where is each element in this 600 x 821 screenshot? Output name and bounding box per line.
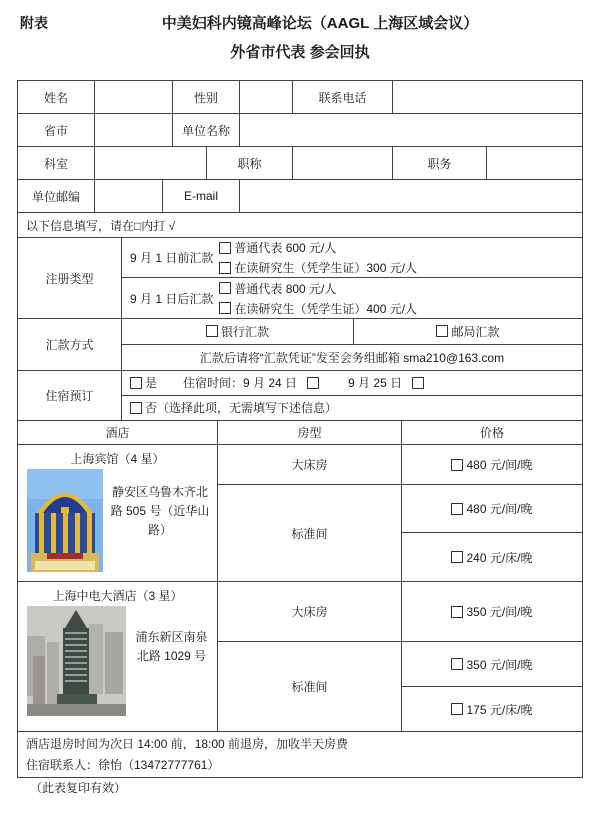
hotel1-price3-checkbox[interactable]	[451, 551, 463, 563]
email-input-cell[interactable]	[240, 180, 582, 212]
hotel2-price3-cell	[402, 687, 582, 731]
lodging-yes-subrow	[122, 371, 582, 396]
early-student-checkbox[interactable]	[219, 262, 231, 274]
hotel2-row	[18, 582, 582, 732]
late-regular-checkbox[interactable]	[219, 282, 231, 294]
hotel-header-row	[18, 421, 582, 445]
hotel2-price1-label: 350 元/间/晚	[466, 605, 533, 619]
post-transfer-label: 邮局汇款	[451, 324, 500, 339]
dept-input-cell[interactable]	[95, 147, 207, 179]
page-subtitle: 外省市代表 参会回执	[230, 44, 370, 61]
early-prefix: 9 月 1 日前汇款	[130, 251, 214, 265]
lodging-yes-checkbox[interactable]	[130, 377, 142, 389]
duty-label: 职务	[393, 147, 487, 179]
email-label: E-mail	[163, 180, 240, 212]
price-col-header: 价格	[479, 426, 504, 440]
org-label: 单位名称	[173, 114, 240, 146]
hotel2-address: 浦东新区南泉北路 1029 号	[135, 630, 208, 663]
row-name	[18, 81, 582, 114]
row-lodging	[18, 371, 582, 421]
hotel2-price2-label: 350 元/间/晚	[466, 657, 533, 672]
late-payment-subrow	[122, 278, 582, 318]
row-payment-method	[18, 319, 582, 371]
gender-label: 性别	[173, 81, 240, 113]
appendix-tag: 附表	[20, 15, 48, 31]
hotel2-room2-label: 标准间	[218, 642, 402, 731]
lodging-time-text: 住宿时间：9 月 24 日	[183, 376, 298, 391]
lodging-no-subrow	[122, 396, 582, 420]
registration-label: 注册类型	[18, 238, 122, 318]
title-input-cell[interactable]	[293, 147, 393, 179]
bank-transfer-label: 银行汇款	[220, 324, 269, 339]
phone-label: 联系电话	[293, 81, 393, 113]
row-registration-type	[18, 238, 582, 319]
room-col-header: 房型	[218, 421, 402, 444]
hotel2-price2-cell	[402, 642, 582, 687]
hotel1-price1-checkbox[interactable]	[451, 459, 463, 471]
hotel1-price2-cell	[402, 485, 582, 533]
hotel1-kingbed-subrow	[218, 445, 582, 485]
page-title: 中美妇科内镜高峰论坛（AAGL 上海区域会议）	[161, 15, 479, 32]
row-zip	[18, 180, 582, 213]
title-label: 职称	[207, 147, 293, 179]
late-prefix: 9 月 1 日后汇款	[130, 291, 214, 306]
hotel-notes-row	[18, 732, 582, 777]
post-transfer-cell	[354, 319, 582, 344]
lodging-no-label: 否（选择此项，无需填写下述信息）	[145, 401, 338, 416]
lodging-label: 住宿预订	[18, 371, 122, 420]
hotel2-price1-cell	[402, 582, 582, 641]
hotel1-address: 静安区乌鲁木齐北路 505 号（近华山路）	[110, 485, 210, 537]
copy-validity-note: （此表复印有效）	[30, 781, 127, 795]
hotel2-price2-checkbox[interactable]	[451, 658, 463, 670]
hotel1-price3-label: 240 元/床/晚	[466, 550, 533, 565]
hotel2-standard-subrow	[218, 642, 582, 731]
name-label: 姓名	[18, 81, 95, 113]
hotel1-price2-label: 480 元/间/晚	[466, 502, 533, 516]
hotel2-photo	[27, 606, 126, 716]
row-dept	[18, 147, 582, 180]
lodging-no-checkbox[interactable]	[130, 402, 142, 414]
dept-label: 科室	[18, 147, 95, 179]
contact-note: 住宿联系人：徐怡（13472777761）	[26, 757, 220, 772]
bank-transfer-checkbox[interactable]	[206, 325, 218, 337]
hotel1-cell	[18, 445, 218, 581]
hotel2-price3-checkbox[interactable]	[451, 703, 463, 715]
hotel1-price3-cell	[402, 533, 582, 581]
date-24-checkbox[interactable]	[307, 377, 319, 389]
payment-note: 汇款后请将“汇款凭证”发至会务组邮箱 sma210@163.com	[199, 350, 505, 365]
phone-input-cell[interactable]	[393, 81, 582, 113]
hotel1-price1-cell	[402, 445, 582, 484]
hotel1-photo	[27, 469, 103, 572]
late-student-checkbox[interactable]	[219, 302, 231, 314]
hotel2-kingbed-subrow	[218, 582, 582, 642]
hotel-col-header: 酒店	[18, 421, 218, 444]
registration-table	[17, 80, 583, 778]
hotel1-room2-label: 标准间	[218, 485, 402, 581]
payment-options-subrow	[122, 319, 582, 345]
hotel1-standard-subrow	[218, 485, 582, 581]
hotel1-price2-checkbox[interactable]	[451, 503, 463, 515]
late-student-option: 在读研究生（凭学生证）400 元/人	[234, 301, 418, 316]
org-input-cell[interactable]	[240, 114, 582, 146]
zip-label: 单位邮编	[18, 180, 95, 212]
hotel-notes-cell	[18, 732, 582, 777]
late-regular-option: 普通代表 800 元/人	[234, 281, 337, 296]
early-student-option: 在读研究生（凭学生证）300 元/人	[234, 261, 418, 275]
early-regular-checkbox[interactable]	[219, 242, 231, 254]
date-25-checkbox[interactable]	[412, 377, 424, 389]
hotel2-room1-label: 大床房	[218, 582, 402, 641]
info-note: 以下信息填写，请在□内打 √	[26, 218, 176, 233]
hotel2-cell	[18, 582, 218, 731]
payment-note-subrow	[122, 345, 582, 370]
bank-transfer-cell	[122, 319, 354, 344]
hotel1-room1-label: 大床房	[218, 445, 402, 484]
row-info-note	[18, 213, 582, 238]
early-regular-option: 普通代表 600 元/人	[234, 241, 337, 255]
hotel1-price1-label: 480 元/间/晚	[466, 458, 533, 472]
checkout-note: 酒店退房时间为次日 14:00 前，18:00 前退房，加收半天房费	[26, 736, 349, 751]
zip-input-cell[interactable]	[95, 180, 163, 212]
hotel2-price1-checkbox[interactable]	[451, 606, 463, 618]
hotel2-price3-label: 175 元/床/晚	[466, 702, 533, 717]
name-input-cell[interactable]	[95, 81, 173, 113]
hotel1-row	[18, 445, 582, 582]
early-payment-subrow	[122, 238, 582, 278]
hotel2-name: 上海中电大酒店（3 星）	[52, 589, 183, 603]
lodging-date2-text: 9 月 25 日	[348, 376, 403, 391]
hotel1-name: 上海宾馆（4 星）	[70, 452, 165, 466]
province-input-cell[interactable]	[95, 114, 173, 146]
payment-label: 汇款方式	[18, 319, 122, 370]
lodging-yes-label: 是	[145, 376, 158, 391]
post-transfer-checkbox[interactable]	[436, 325, 448, 337]
province-label: 省市	[18, 114, 95, 146]
gender-input-cell[interactable]	[240, 81, 293, 113]
row-province	[18, 114, 582, 147]
duty-input-cell[interactable]	[487, 147, 582, 179]
